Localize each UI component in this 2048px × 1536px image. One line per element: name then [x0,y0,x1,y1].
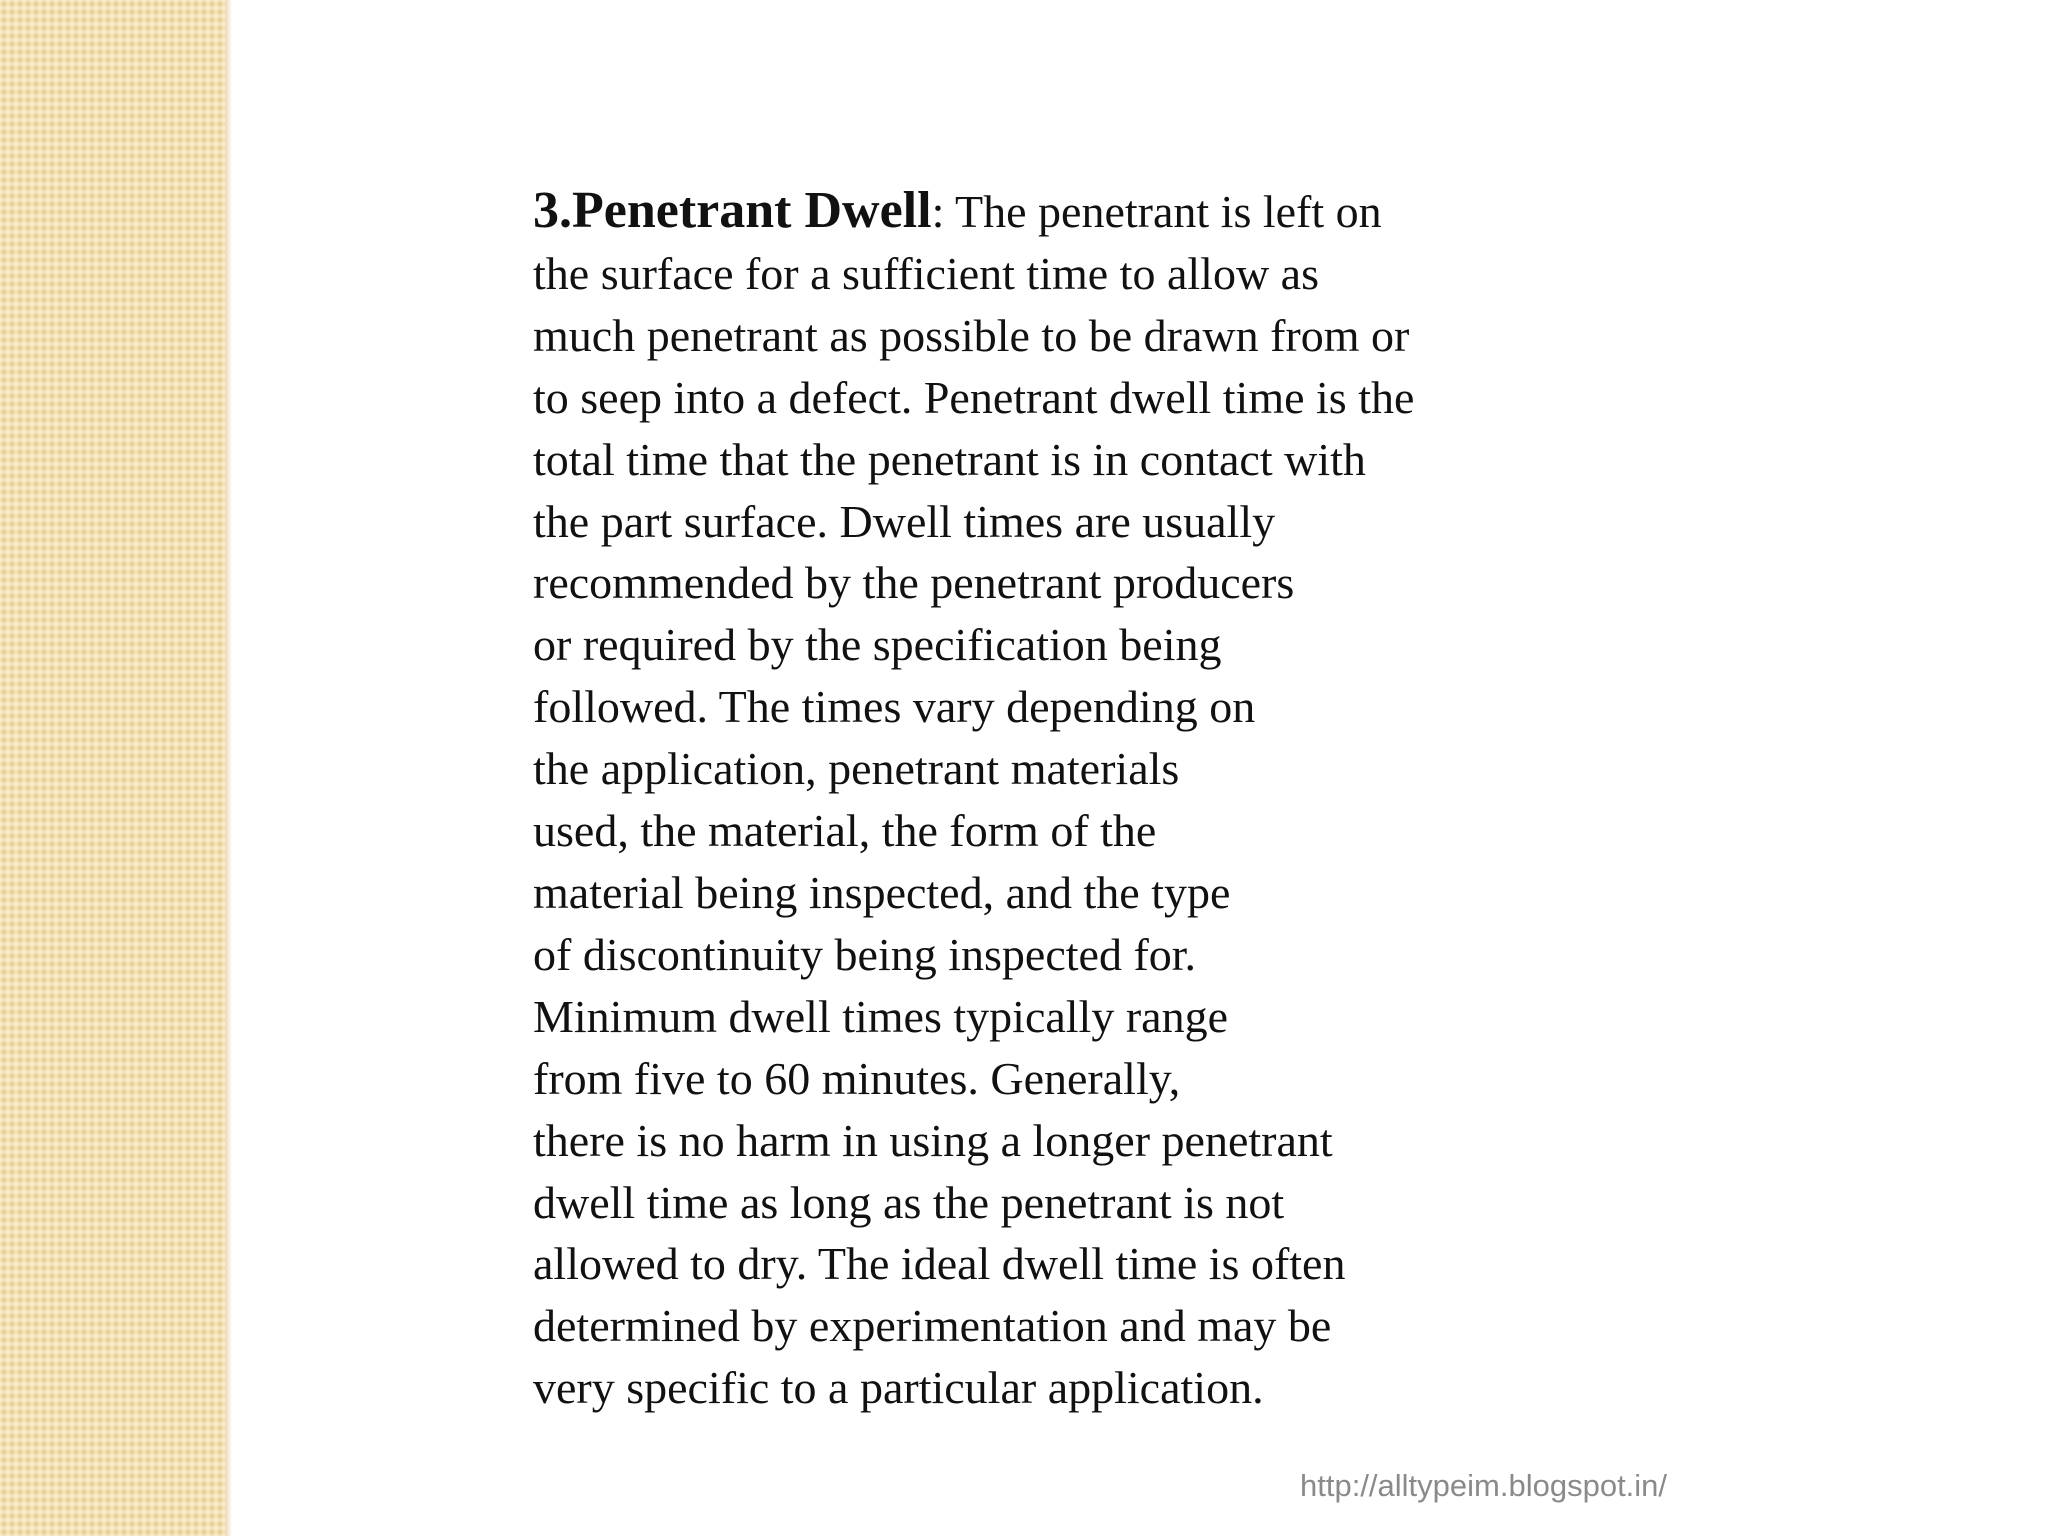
text-line-1 [533,180,1533,243]
decorative-side-strip [0,0,225,1536]
text-line-16: there is no harm in using a longer penetrant [533,1114,1333,1166]
heading-separator: : [931,186,956,237]
text-line-2: the surface for a sufficient time to allow as [533,247,1319,299]
text-line-11: used, the material, the form of the [533,805,1157,857]
section-heading: 3.Penetrant Dwell [533,182,932,239]
text-line-13: of discontinuity being inspected for. [533,928,1197,980]
text-line-6: the part surface. Dwell times are usually [533,495,1276,547]
text-line-4: to seep into a defect. Penetrant dwell time is the [533,371,1415,423]
text-line-20: very specific to a particular application. [533,1362,1264,1414]
text-line-10: the application, penetrant materials [533,743,1180,795]
text-line-12: material being inspected, and the type [533,866,1231,918]
text-line-9: followed. The times vary depending on [533,681,1256,733]
text-line-18: allowed to dry. The ideal dwell time is often [533,1238,1346,1290]
slide-body-text [533,180,1533,1419]
side-strip-edge [225,0,232,1536]
text-line-3: much penetrant as possible to be drawn from or [533,309,1410,361]
text-line-14: Minimum dwell times typically range [533,990,1228,1042]
text-line-19: determined by experimentation and may be [533,1300,1332,1352]
text-line-7: recommended by the penetrant producers [533,557,1295,609]
text-line-15: from five to 60 minutes. Generally, [533,1052,1181,1104]
text-line-17: dwell time as long as the penetrant is not [533,1176,1285,1228]
text-line-content: The penetrant is left on [955,186,1382,237]
footer-url: http://alltypeim.blogspot.in/ [1300,1468,1668,1503]
text-line-8: or required by the specification being [533,619,1222,671]
text-line-5: total time that the penetrant is in contact with [533,433,1366,485]
